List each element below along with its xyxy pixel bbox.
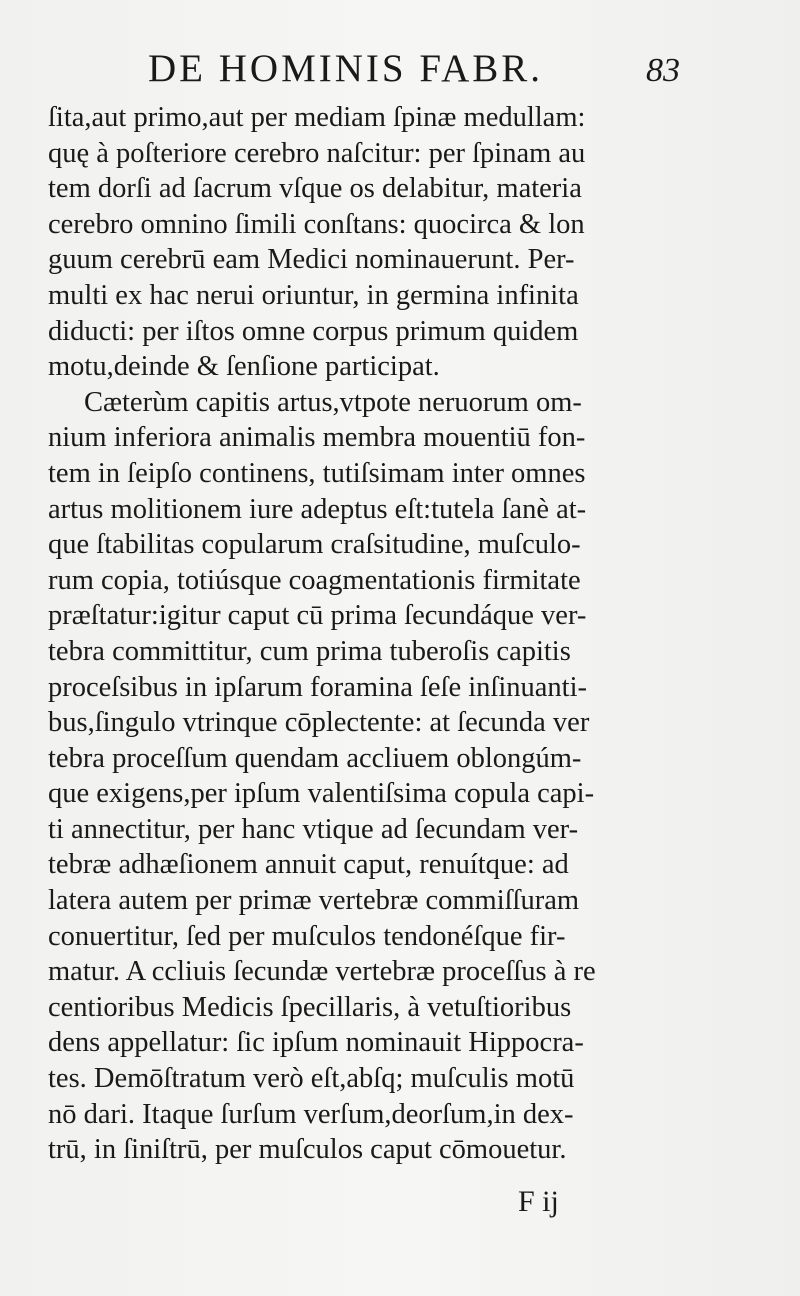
text-line: ti annectitur, per hanc vtique ad ſecundam ver- — [48, 813, 579, 845]
text-line: rum copia, totiúsque coagmentationis firmitate — [48, 564, 581, 596]
text-line: bus,ſingulo vtrinque cōplectente: at ſecunda ver — [48, 707, 590, 739]
text-line: artus molitionem iure adeptus eſt:tutela ſanè at- — [48, 493, 587, 525]
text-line: que ſtabilitas copularum craſsitudine, muſculo- — [48, 529, 581, 561]
text-line: latera autem per primæ vertebræ commiſſuram — [48, 885, 580, 917]
text-line: quę à poſteriore cerebro naſcitur: per ſpinam au — [48, 137, 586, 169]
page-header — [0, 44, 800, 94]
text-line: diducti: per iſtos omne corpus primum quidem — [48, 315, 579, 347]
text-line: nō dari. Itaque ſurſum verſum,deorſum,in dex- — [48, 1098, 574, 1130]
text-line: trū, in ſiniſtrū, per muſculos caput cōmouetur. — [48, 1134, 567, 1166]
text-line: proceſsibus in ipſarum foramina ſeſe inſinuanti- — [48, 671, 587, 703]
signature-mark: F ij — [518, 1185, 559, 1218]
body-text — [48, 100, 688, 1168]
text-line: præſtatur:igitur caput cū prima ſecundáque ver- — [48, 600, 587, 632]
page-number: 83 — [646, 52, 680, 89]
text-line: tem in ſeipſo continens, tutiſsimam inter omnes — [48, 457, 586, 489]
text-line: dens appellatur: ſic ipſum nominauit Hippocra- — [48, 1027, 584, 1059]
text-line: cerebro omnino ſimili conſtans: quocirca & lon — [48, 208, 585, 240]
text-line: que exigens,per ipſum valentiſsima copula capi- — [48, 778, 595, 810]
text-line: motu,deinde & ſenſione participat. — [48, 351, 440, 383]
text-line: conuertitur, ſed per muſculos tendonéſque fir- — [48, 920, 566, 952]
text-line: tebræ adhæſionem annuit caput, renuítque: ad — [48, 849, 569, 881]
text-line: multi ex hac nerui oriuntur, in germina infinita — [48, 279, 579, 311]
text-line: nium inferiora animalis membra mouentiū fon- — [48, 422, 586, 454]
text-line: tebra proceſſum quendam accliuem oblongúm- — [48, 742, 582, 774]
text-line: matur. A ccliuis ſecundæ vertebræ proceſſus à re — [48, 956, 596, 988]
text-line: tebra committitur, cum prima tuberoſis capitis — [48, 635, 571, 667]
text-line: centioribus Medicis ſpecillaris, à vetuſtioribus — [48, 991, 572, 1023]
running-title: DE HOMINIS FABR. — [148, 47, 544, 90]
text-line: ſita,aut primo,aut per mediam ſpinæ medullam: — [48, 102, 586, 133]
text-line: guum cerebrū eam Medici nominauerunt. Per- — [48, 244, 575, 276]
paragraph-start-line: Cæterùm capitis artus,vtpote neruorum om- — [84, 386, 582, 418]
text-line: tem dorſi ad ſacrum vſque os delabitur, materia — [48, 173, 582, 205]
text-line: tes. Demōſtratum verò eſt,abſq; muſculis motū — [48, 1063, 575, 1095]
